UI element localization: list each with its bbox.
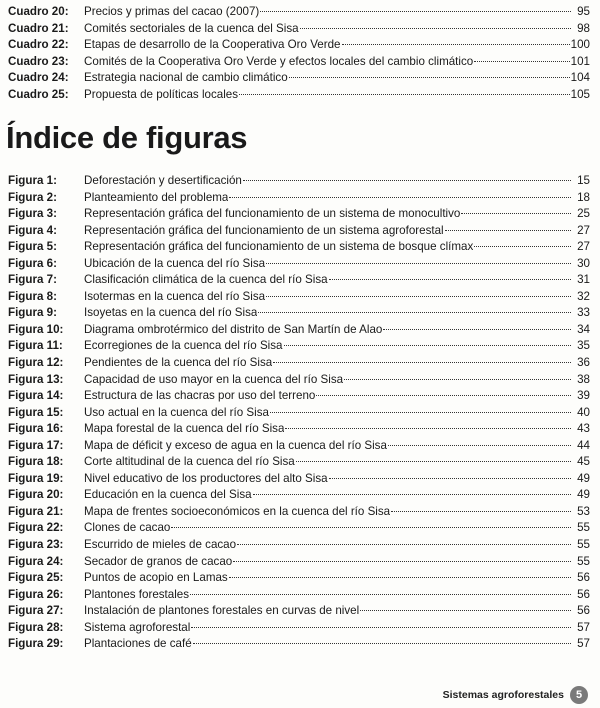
figura-entry[interactable] [8, 554, 590, 571]
cuadro-entry[interactable] [8, 87, 590, 104]
figura-entry-title: Corte altitudinal de la cuenca del río Sisa [84, 455, 295, 469]
figura-entry-title: Mapa de déficit y exceso de agua en la cuenca del río Sisa [84, 438, 387, 452]
figura-entry-page: 27 [577, 240, 590, 254]
figura-entry-title: Capacidad de uso mayor en la cuenca del río Sisa [84, 372, 344, 386]
figura-entry-label: Figura 15: [8, 405, 64, 419]
dot-leader [329, 279, 571, 280]
figura-entry-title: Mapa de frentes socioeconómicos en la cuenca del río Sisa [84, 504, 391, 518]
figura-entry-title: Pendientes de la cuenca del río Sisa [84, 356, 273, 370]
cuadro-entry[interactable] [8, 54, 590, 71]
dot-leader [171, 527, 571, 528]
figura-entry[interactable] [8, 388, 590, 405]
figura-entry-label: Figura 16: [8, 422, 64, 436]
dot-leader [260, 11, 571, 12]
figura-entry-label: Figura 26: [8, 587, 64, 601]
figura-entry[interactable] [8, 173, 590, 190]
figura-entry[interactable] [8, 355, 590, 372]
dot-leader [445, 230, 571, 231]
figura-entry-title: Instalación de plantones forestales en curvas de nivel [84, 604, 360, 618]
cuadro-entry[interactable] [8, 70, 590, 87]
figura-entry[interactable] [8, 272, 590, 289]
dot-leader [329, 478, 571, 479]
figura-entry[interactable] [8, 338, 590, 355]
cuadro-entry-label: Cuadro 22: [8, 38, 69, 52]
figura-entry[interactable] [8, 620, 590, 637]
figura-entry-label: Figura 2: [8, 190, 57, 204]
dot-leader [300, 28, 571, 29]
figura-entry-page: 40 [577, 405, 590, 419]
figura-entry-page: 31 [577, 273, 590, 287]
figura-entry-title: Deforestación y desertificación [84, 174, 242, 187]
figura-entry[interactable] [8, 636, 590, 653]
figura-entry-label: Figura 7: [8, 273, 57, 287]
figura-entry-label: Figura 6: [8, 256, 57, 270]
figura-entry[interactable] [8, 504, 590, 521]
figura-entry-label: Figura 20: [8, 488, 64, 502]
figura-entry-page: 44 [577, 438, 590, 452]
figura-entry[interactable] [8, 239, 590, 256]
figura-entry-label: Figura 23: [8, 538, 64, 552]
figura-entry-page: 25 [577, 207, 590, 221]
dot-leader [233, 561, 571, 562]
dot-leader [391, 511, 571, 512]
cuadro-entry-page: 104 [570, 71, 590, 85]
figura-entry-label: Figura 3: [8, 207, 57, 221]
figura-entry-title: Ubicación de la cuenca del río Sisa [84, 256, 266, 270]
dot-leader [289, 77, 570, 78]
figura-entry-page: 55 [577, 521, 590, 535]
dot-leader [253, 494, 571, 495]
figura-entry-title: Plantaciones de café [84, 637, 192, 651]
figura-entry-title: Nivel educativo de los productores del alto Sisa [84, 471, 328, 485]
cuadro-entry-label: Cuadro 25: [8, 87, 69, 101]
figura-entry-page: 39 [577, 389, 590, 403]
cuadro-entry-label: Cuadro 23: [8, 54, 69, 68]
cuadro-entry[interactable] [8, 4, 590, 21]
cuadro-entry-page: 100 [570, 38, 590, 52]
figura-entry-page: 56 [577, 587, 590, 601]
page-number-badge: 5 [570, 686, 588, 704]
dot-leader [237, 544, 571, 545]
figura-entry-page: 34 [577, 322, 590, 336]
figura-entry-label: Figura 17: [8, 438, 64, 452]
figura-entry-label: Figura 25: [8, 571, 64, 585]
figura-entry[interactable] [8, 487, 590, 504]
figura-entry[interactable] [8, 587, 590, 604]
figura-entry-label: Figura 10: [8, 322, 64, 336]
dot-leader [474, 246, 571, 247]
page-footer [443, 686, 588, 704]
figura-entry[interactable] [8, 256, 590, 273]
figura-entry-label: Figura 19: [8, 471, 64, 485]
figura-entry-title: Uso actual en la cuenca del río Sisa [84, 405, 269, 419]
figura-entry-label: Figura 18: [8, 455, 64, 469]
cuadro-entry-page: 105 [570, 87, 590, 101]
figura-entry-label: Figura 9: [8, 306, 57, 320]
cuadro-entry-page: 98 [577, 21, 590, 35]
figura-entry-page: 36 [577, 356, 590, 370]
figura-entry-label: Figura 1: [8, 174, 57, 187]
figura-entry-label: Figura 13: [8, 372, 64, 386]
cuadro-entry-title: Etapas de desarrollo de la Cooperativa Oro Verde [84, 38, 341, 52]
dot-leader [190, 594, 571, 595]
figura-entry[interactable] [8, 405, 590, 422]
figura-entry[interactable] [8, 289, 590, 306]
figura-entry-title: Clones de cacao [84, 521, 171, 535]
dot-leader [360, 610, 571, 611]
dot-leader [296, 461, 571, 462]
dot-leader [316, 395, 571, 396]
cuadro-entry-title: Precios y primas del cacao (2007) [84, 5, 260, 18]
figura-entry-page: 15 [577, 174, 590, 187]
figura-entry[interactable] [8, 322, 590, 339]
figura-entry-title: Escurrido de mieles de cacao [84, 538, 237, 552]
cuadro-entry[interactable] [8, 21, 590, 38]
figura-entry[interactable] [8, 206, 590, 223]
cuadro-entry-label: Cuadro 24: [8, 71, 69, 85]
figura-entry-title: Representación gráfica del funcionamiento de un sistema de bosque clímax [84, 240, 474, 254]
figura-entry-title: Mapa forestal de la cuenca del río Sisa [84, 422, 285, 436]
dot-leader [239, 94, 570, 95]
figura-entry-page: 49 [577, 471, 590, 485]
cuadro-entry-title: Comités sectoriales de la cuenca del Sisa [84, 21, 299, 35]
figura-entry-page: 38 [577, 372, 590, 386]
figura-entry-label: Figura 21: [8, 504, 64, 518]
figura-entry-title: Puntos de acopio en Lamas [84, 571, 228, 585]
figura-entry-page: 45 [577, 455, 590, 469]
cuadro-entry-page: 95 [577, 5, 590, 18]
figura-entry-page: 43 [577, 422, 590, 436]
figura-entry-page: 49 [577, 488, 590, 502]
figura-entry-title: Plantones forestales [84, 587, 190, 601]
dot-leader [383, 329, 571, 330]
dot-leader [266, 263, 571, 264]
cuadros-list [8, 4, 590, 103]
figura-entry-label: Figura 12: [8, 356, 64, 370]
figura-entry-title: Representación gráfica del funcionamiento de un sistema agroforestal [84, 223, 444, 237]
figura-entry-page: 32 [577, 289, 590, 303]
dot-leader [191, 627, 571, 628]
cuadro-entry-label: Cuadro 21: [8, 21, 69, 35]
figura-entry-title: Estructura de las chacras por uso del terreno [84, 389, 316, 403]
dot-leader [388, 445, 571, 446]
figura-entry-title: Educación en la cuenca del Sisa [84, 488, 252, 502]
figura-entry-page: 55 [577, 554, 590, 568]
dot-leader [285, 428, 571, 429]
figura-entry-label: Figura 24: [8, 554, 64, 568]
footer-title: Sistemas agroforestales [442, 689, 564, 701]
figura-entry-label: Figura 27: [8, 604, 64, 618]
figura-entry-title: Ecorregiones de la cuenca del río Sisa [84, 339, 283, 353]
figura-entry-title: Planteamiento del problema [84, 190, 229, 204]
cuadro-entry[interactable] [8, 37, 590, 54]
figura-entry[interactable] [8, 471, 590, 488]
dot-leader [266, 296, 571, 297]
section-heading: Índice de figuras [6, 120, 248, 155]
figura-entry-title: Representación gráfica del funcionamiento de un sistema de monocultivo [84, 207, 461, 221]
figura-entry-page: 27 [577, 223, 590, 237]
figura-entry-label: Figura 22: [8, 521, 64, 535]
figura-entry-title: Sistema agroforestal [84, 620, 191, 634]
figura-entry-label: Figura 4: [8, 223, 57, 237]
dot-leader [270, 412, 571, 413]
figura-entry-page: 57 [577, 637, 590, 651]
cuadro-entry-title: Propuesta de políticas locales [84, 87, 239, 101]
figura-entry-label: Figura 28: [8, 620, 64, 634]
figura-entry-label: Figura 5: [8, 240, 57, 254]
figura-entry-page: 56 [577, 604, 590, 618]
dot-leader [474, 61, 569, 62]
dot-leader [284, 345, 572, 346]
figura-entry-title: Clasificación climática de la cuenca del río Sisa [84, 273, 328, 287]
dot-leader [273, 362, 571, 363]
dot-leader [342, 44, 570, 45]
dot-leader [243, 180, 571, 181]
figura-entry[interactable] [8, 537, 590, 554]
figuras-list [8, 173, 590, 653]
figura-entry[interactable] [8, 438, 590, 455]
figura-entry-page: 35 [577, 339, 590, 353]
figura-entry-title: Diagrama ombrotérmico del distrito de San Martín de Alao [84, 322, 383, 336]
figura-entry[interactable] [8, 305, 590, 322]
cuadro-entry-page: 101 [570, 54, 590, 68]
figura-entry-page: 33 [577, 306, 590, 320]
figura-entry[interactable] [8, 454, 590, 471]
figura-entry[interactable] [8, 190, 590, 207]
cuadro-entry-label: Cuadro 20: [8, 5, 69, 18]
figura-entry[interactable] [8, 520, 590, 537]
figura-entry-page: 55 [577, 538, 590, 552]
figura-entry[interactable] [8, 372, 590, 389]
figura-entry-page: 53 [577, 504, 590, 518]
figura-entry-label: Figura 8: [8, 289, 57, 303]
dot-leader [229, 577, 571, 578]
figura-entry-page: 18 [577, 190, 590, 204]
figura-entry-label: Figura 11: [8, 339, 63, 353]
cuadro-entry-title: Estrategia nacional de cambio climático [84, 71, 288, 85]
figura-entry-label: Figura 29: [8, 637, 64, 651]
dot-leader [344, 379, 571, 380]
dot-leader [193, 643, 571, 644]
dot-leader [229, 197, 571, 198]
figura-entry-page: 30 [577, 256, 590, 270]
figura-entry[interactable] [8, 570, 590, 587]
figura-entry-title: Secador de granos de cacao [84, 554, 233, 568]
dot-leader [461, 213, 571, 214]
figura-entry-title: Isoyetas en la cuenca del río Sisa [84, 306, 258, 320]
figura-entry[interactable] [8, 421, 590, 438]
figura-entry-label: Figura 14: [8, 389, 64, 403]
figura-entry-page: 57 [577, 620, 590, 634]
figura-entry[interactable] [8, 223, 590, 240]
figura-entry-page: 56 [577, 571, 590, 585]
cuadro-entry-title: Comités de la Cooperativa Oro Verde y efectos locales del cambio climático [84, 54, 474, 68]
figura-entry-title: Isotermas en la cuenca del río Sisa [84, 289, 266, 303]
dot-leader [258, 312, 571, 313]
figura-entry[interactable] [8, 603, 590, 620]
